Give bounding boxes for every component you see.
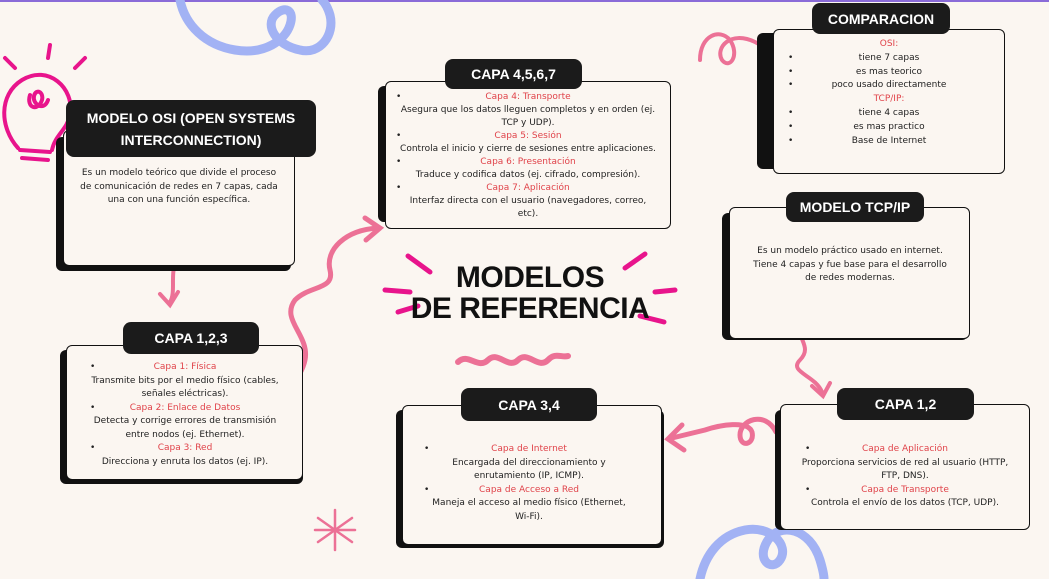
comparacion-heading: COMPARACION xyxy=(812,3,950,34)
comparacion-list: OSI: • tiene 7 capas • es mas teorico • poco usado directamente TCP/IP: • tiene 4 capas • es mas practico • Base de Internet xyxy=(778,38,1000,148)
modelo-osi-text: Es un modelo teórico que divide el proceso de comunicación de redes en 7 capas, cada una con una función específica. xyxy=(80,168,278,205)
list-item: • Capa 1: Física Transmite bits por el medio físico (cables, señales eléctricas). xyxy=(90,362,279,399)
capa-123-heading: CAPA 1,2,3 xyxy=(123,322,259,354)
capa-12-list xyxy=(783,443,1027,511)
list-item: • poco usado directamente xyxy=(788,80,947,91)
list-item: • es mas teorico xyxy=(788,66,923,77)
list-item: • Base de Internet xyxy=(788,135,927,146)
blue-cloud-doodle-top xyxy=(180,0,331,51)
capa-4567-heading: CAPA 4,5,6,7 xyxy=(445,59,582,89)
list-item: • Capa 4: Transporte Asegura que los datos lleguen completos y en orden (ej. TCP y UDP). xyxy=(396,92,656,128)
list-item: • Capa 7: Aplicación Interfaz directa con el usuario (navegadores, correo, etc). xyxy=(396,183,647,219)
list-item: • Capa de Aplicación Proporciona servicios de red al usuario (HTTP, FTP, DNS). xyxy=(801,444,1009,481)
modelo-osi-heading: MODELO OSI (OPEN SYSTEMS INTERCONNECTION) xyxy=(66,100,316,157)
list-item: • Capa 6: Presentación Traduce y codifica datos (ej. cifrado, compresión). xyxy=(396,157,641,180)
list-item: • tiene 4 capas xyxy=(788,107,920,118)
list-item: • Capa 5: Sesión Controla el inicio y cierre de sesiones entre aplicaciones. xyxy=(396,131,656,154)
list-item: • Capa de Acceso a Red Maneja el acceso al medio físico (Ethernet, Wi-Fi). xyxy=(424,484,626,522)
capa-123-list xyxy=(70,361,300,469)
list-item: • Capa de Transporte Controla el envío de los datos (TCP, UDP). xyxy=(805,484,999,508)
capa-34-heading: CAPA 3,4 xyxy=(461,388,597,421)
pink-wave-under-title xyxy=(458,356,568,363)
list-item: • Capa 2: Enlace de Datos Detecta y corrige errores de transmisión entre nodos (ej. Ethernet). xyxy=(90,402,277,440)
modelo-tcp-text: Es un modelo práctico usado en internet. Tiene 4 capas y fue base para el desarrollo de redes modernas. xyxy=(753,246,947,283)
main-title: MODELOS DE REFERENCIA xyxy=(410,261,650,325)
pink-arrow-capa12-to-capa34 xyxy=(672,419,776,443)
list-item: • Capa de Internet Encargada del direccionamiento y enrutamiento (IP, ICMP). xyxy=(424,444,606,481)
list-item: • tiene 7 capas xyxy=(788,52,920,63)
modelo-tcp-heading: MODELO TCP/IP xyxy=(786,192,924,222)
capa-4567-list xyxy=(388,91,668,221)
capa-34-list xyxy=(400,443,658,524)
list-item: • Capa 3: Red Direcciona y enruta los datos (ej. IP). xyxy=(90,443,269,467)
pink-star-icon xyxy=(315,510,355,550)
blue-cloud-doodle-bottom xyxy=(700,529,824,579)
capa-12-heading: CAPA 1,2 xyxy=(837,388,974,420)
list-item: • es mas practico xyxy=(788,121,925,132)
